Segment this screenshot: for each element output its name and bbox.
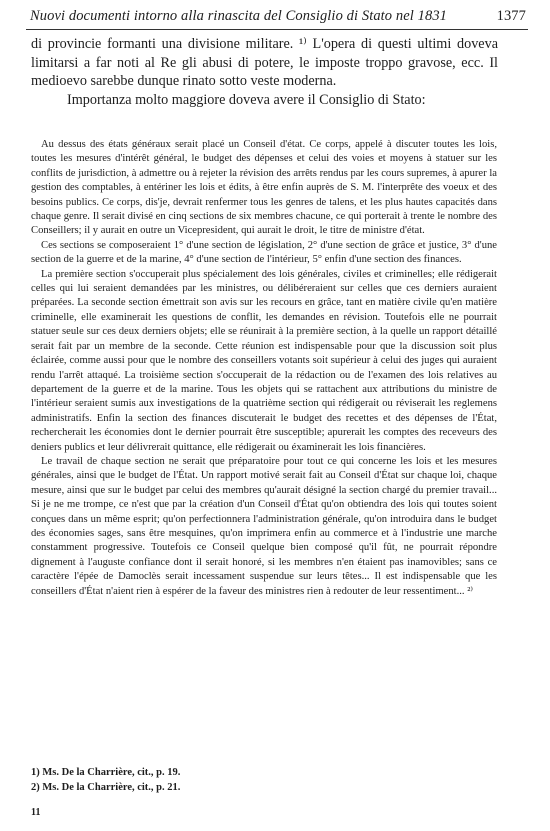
- quote-paragraph: Le travail de chaque section ne serait que préparatoire pour tout ce qui concerne les lois et les mesures générales, ainsi que le budget de l'État. Un rapport motivé serait fait au Conseil d'État sur chaque loi, chaque mesure, ainsi que sur le budget par celui des membres qu'aurait désigné la section chargé du premier travail... Si je ne me trompe, ce n'est que par la création d'un Conseil d'État qu'on obtiendra des lois qui toutes soient conçues dans un même esprit; qu'on perfectionnera l'administration générale, qu'on introduira dans le budget des économies sages, sans être mesquines, qu'on imprimera enfin au commerce et à l'industrie une marche constamment progressive. Toutefois ce Conseil quelque bien composé qu'il fût, ne pourrait répondre dignement à l'auguste confiance dont il serait honoré, si les membres n'en étaient pas inamovibles; sans ce caractère l'épée de Damoclès serait incessament suspendue sur leurs têtes... Il est indispensable que les conseillers d'État n'aient rien à espérer de la faveur des ministres rien à redouter de leur ressentiment... ²⁾: [31, 455, 497, 597]
- signature-mark: 11: [31, 807, 41, 818]
- quote-paragraph: Au dessus des états généraux serait placé un Conseil d'état. Ce corps, appelé à discuter toutes les lois, toutes les mesures d'intérêt général, le budget des dépenses et celui des voies et moyens à statuer sur les conflits de jurisdiction, à admettre ou à rejeter la révision des arrêts rendus par les cours supremes, à apurer la gestion des comptables, à entériner les lois et édits, à être enfin auprès de S. M. l'interprête des voeux et des besoins publics. Ce corps, dis'je, devrait renfermer tous les genres de talens, et les plus hautes capacités dans chaque genre. Il serait divisé en cinq sections de six membres chacune, ce qui porterait à trente le nombre des Conseillers; il y aurait en outre un Vicepresident, qui aurait le droit, le titre de ministre d'état.: [31, 139, 497, 237]
- quoted-passage: [31, 138, 497, 599]
- page-number: 1377: [496, 8, 526, 24]
- quote-paragraph: La première section s'occuperait plus spécialement des lois générales, civiles et criminelles; elle rédigerait celles qui lui seraient demandées par les ministres, ou délibéreraient sur celles que ces derniers auraient préparées. La seconde section émettrait son avis sur les recours en grâce, tant en matière civile qu'en matière criminelle, elle examinerait les questions de conflit, les demandes en révision. Toutefois elle ne pourrait statuer seule sur ces deux derniers objets; elle se réunirait à la première section, à la quelle un rapport détaillé serait fait par un membre de la seconde. Cette réunion est indispensable pour que la discussion soit plus éclairée, comme aussi pour que le nombre des conseillers votants soit supérieur à celui des juges qui auraient rendu l'arrêt attaqué. La troisième section s'occuperait de la rédaction ou de l'examen des lois relatives au departement de la guerre et de la marine. Tous les objets qui se rattachent aux attributions du ministre de l'intérieur seraient sumis aux investigations de la quatrième section qui rédigerait ou réviserait les reglemens administratifs. Enfin la section des finances discuterait le budget des recettes et des dépenses de l'État, rechercherait les économies dont le dernier pourrait être susceptible; apurerait les comptes des receveurs des deniers publics et leur délivrerait quittance, elle rédigerait ou éxaminerait les lois financières.: [31, 268, 497, 453]
- header-rule: [26, 29, 528, 30]
- body-paragraph: Importanza molto maggiore doveva avere il Consiglio di Stato:: [67, 91, 426, 108]
- quote-paragraph: Ces sections se composeraient 1° d'une section de législation, 2° d'une section de grâce et justice, 3° d'une section de la guerre et de la marine, 4° d'une section de l'intérieur, 5° enfin d'une section des finances.: [31, 239, 497, 266]
- body-paragraph: di provincie formanti una divisione militare. ¹⁾ L'opera di questi ultimi doveva limitarsi a far noti al Re gli abusi di potere, le imposte troppo gravose, ecc. Il medioevo sarebbe dunque rinato sotto veste moderna.: [31, 36, 498, 89]
- footnote: 1) Ms. De la Charrière, cit., p. 19.: [31, 767, 181, 778]
- footnotes: [31, 765, 431, 795]
- running-head-title: Nuovi documenti intorno alla rinascita del Consiglio di Stato nel 1831: [30, 8, 448, 24]
- main-text: [31, 35, 498, 109]
- running-head: [30, 8, 526, 25]
- footnote: 2) Ms. De la Charrière, cit., p. 21.: [31, 782, 181, 793]
